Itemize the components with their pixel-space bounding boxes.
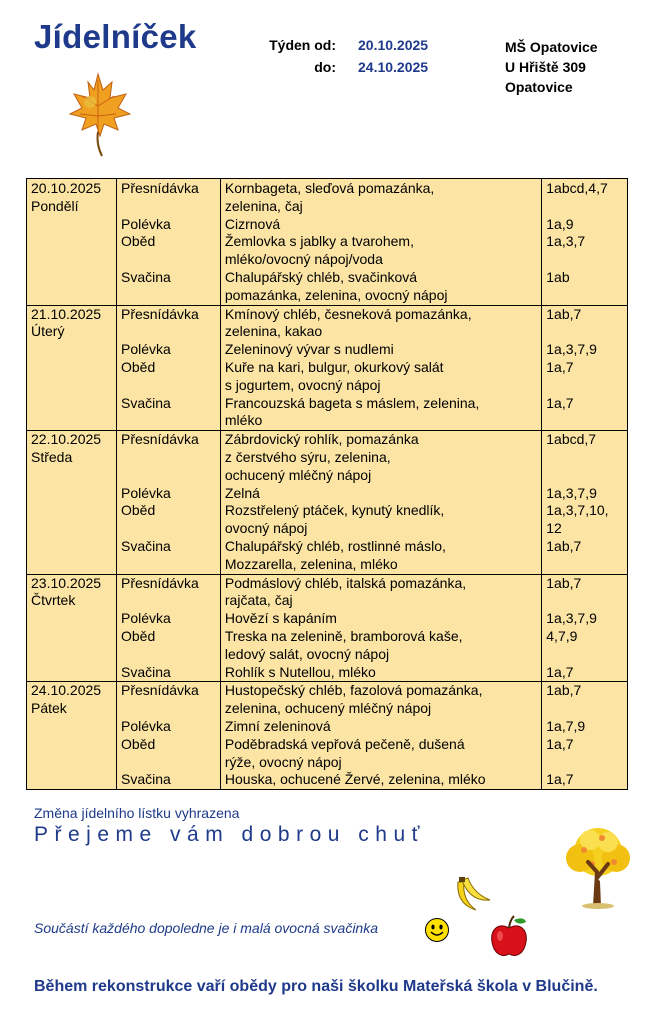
dish-line: Chalupářský chléb, rostlinné máslo, (224, 537, 446, 554)
meal-type: Oběd (116, 628, 220, 664)
day-weekday: Pondělí (31, 197, 79, 214)
dish-line: Houska, ochucené Žervé, zelenina, mléko (224, 771, 486, 788)
day-cell (27, 216, 117, 234)
dish-line: Kornbageta, sleďová pomazánka, (224, 180, 435, 196)
menu-row (27, 502, 628, 538)
meal-type: Polévka (116, 485, 220, 503)
menu-row (27, 538, 628, 574)
dish-line: mléko/ovocný nápoj/voda (224, 251, 383, 268)
week-to-date: 24.10.2025 (358, 59, 429, 75)
menu-row (27, 771, 628, 789)
allergens: 1a,7 (542, 395, 628, 431)
menu-row (27, 395, 628, 431)
school-address (505, 37, 598, 97)
dish-line: ledový salát, ovocný nápoj (224, 645, 390, 662)
dish-line: Žemlovka s jablky a tvarohem, (224, 233, 414, 250)
fruit-snack-note: Součástí každého dopoledne je i malá ovocná svačinka (34, 920, 378, 936)
menu-change-note: Změna jídelního lístku vyhrazena (34, 805, 240, 821)
dish-line: Francouzská bageta s máslem, zelenina, (224, 394, 480, 411)
day-date: 23.10.2025 (31, 574, 102, 591)
dish-line: s jogurtem, ovocný nápoj (224, 376, 381, 393)
menu-row (27, 485, 628, 503)
dish-cell (220, 485, 541, 503)
day-weekday: Úterý (31, 323, 65, 340)
dish-line: Zeleninový vývar s nudlemi (224, 341, 394, 358)
menu-row (27, 359, 628, 395)
dish-cell (220, 305, 541, 341)
allergens: 1a,3,7,9 (542, 610, 628, 628)
dish-line: Poděbradská vepřová pečeně, dušená (224, 735, 465, 752)
meal-type: Oběd (116, 736, 220, 772)
day-cell (27, 736, 117, 772)
dish-line: Hustopečský chléb, fazolová pomazánka, (224, 682, 483, 699)
day-cell (27, 395, 117, 431)
dish-line: Treska na zelenině, bramborová kaše, (224, 627, 463, 644)
week-to-label: do: (314, 59, 336, 75)
day-cell (27, 269, 117, 305)
dish-line: Rozstřelený ptáček, kynutý knedlík, (224, 502, 445, 519)
day-cell (27, 179, 117, 216)
meal-type: Přesnídávka (116, 682, 220, 718)
meal-type: Přesnídávka (116, 305, 220, 341)
day-weekday: Pátek (31, 700, 67, 717)
allergens: 1abcd,7 (542, 431, 628, 485)
dish-cell (220, 610, 541, 628)
meal-type: Svačina (116, 395, 220, 431)
menu-row (27, 664, 628, 682)
day-date: 20.10.2025 (31, 180, 102, 196)
maple-leaf-icon (62, 70, 134, 160)
day-weekday: Středa (31, 448, 73, 465)
day-cell (27, 233, 117, 269)
day-cell (27, 485, 117, 503)
day-date: 22.10.2025 (31, 431, 102, 448)
allergens: 1a,7 (542, 771, 628, 789)
dish-line: rýže, ovocný nápoj (224, 753, 342, 770)
day-cell (27, 538, 117, 574)
dish-line: z čerstvého sýru, zelenina, (224, 448, 391, 465)
meal-type: Svačina (116, 269, 220, 305)
dish-cell (220, 216, 541, 234)
dish-line: Hovězí s kapáním (224, 610, 337, 627)
dish-line: Rohlík s Nutellou, mléko (224, 663, 376, 680)
meal-type: Polévka (116, 216, 220, 234)
dish-cell (220, 431, 541, 485)
dish-cell (220, 574, 541, 610)
dish-line: Podmáslový chléb, italská pomazánka, (224, 574, 467, 591)
allergens: 1a,7 (542, 359, 628, 395)
dish-cell (220, 664, 541, 682)
day-cell (27, 664, 117, 682)
dish-line: zelenina, kakao (224, 323, 323, 340)
allergens: 1abcd,4,7 (542, 179, 628, 216)
menu-row (27, 431, 628, 485)
meal-type: Polévka (116, 341, 220, 359)
allergens: 1ab,7 (542, 538, 628, 574)
school-name: MŠ Opatovice (505, 39, 598, 55)
dish-line: Chalupářský chléb, svačinková (224, 268, 418, 285)
day-cell (27, 341, 117, 359)
dish-cell (220, 395, 541, 431)
day-cell (27, 359, 117, 395)
meal-type: Přesnídávka (116, 431, 220, 485)
allergens: 1ab,7 (542, 574, 628, 610)
menu-row (27, 574, 628, 610)
greeting: Přejeme vám dobrou chuť (34, 823, 426, 846)
dish-line: pomazánka, zelenina, ovocný nápoj (224, 286, 448, 303)
dish-line: Zábrdovický rohlík, pomazánka (224, 431, 419, 448)
day-cell (27, 718, 117, 736)
smiley-icon (424, 917, 450, 943)
meal-type: Svačina (116, 664, 220, 682)
dish-line: mléko (224, 412, 263, 429)
meal-type: Svačina (116, 538, 220, 574)
dish-cell (220, 233, 541, 269)
school-street: U Hřiště 309 (505, 59, 586, 75)
allergens: 1ab (542, 269, 628, 305)
menu-row (27, 718, 628, 736)
day-cell (27, 628, 117, 664)
meal-type: Polévka (116, 718, 220, 736)
dish-cell (220, 736, 541, 772)
dish-cell (220, 628, 541, 664)
week-from-date: 20.10.2025 (358, 37, 429, 53)
allergens: 1a,3,7 (542, 233, 628, 269)
apple-icon (488, 914, 530, 960)
menu-row (27, 628, 628, 664)
week-from-label: Týden od: (269, 37, 336, 53)
menu-row (27, 233, 628, 269)
allergens: 4,7,9 (542, 628, 628, 664)
day-cell (27, 610, 117, 628)
allergens: 1a,7 (542, 664, 628, 682)
page-title: Jídelníček (34, 18, 197, 55)
allergens: 1a,3,7,10, 12 (542, 502, 628, 538)
menu-table (26, 178, 628, 790)
day-date: 24.10.2025 (31, 682, 102, 699)
day-date: 21.10.2025 (31, 305, 102, 322)
dish-line: Mozzarella, zelenina, mléko (224, 555, 398, 572)
menu-body (27, 179, 628, 790)
allergens: 1a,9 (542, 216, 628, 234)
dish-cell (220, 341, 541, 359)
dish-line: ovocný nápoj (224, 520, 308, 537)
dish-cell (220, 682, 541, 718)
banana-icon (452, 874, 494, 914)
dish-cell (220, 502, 541, 538)
menu-row (27, 269, 628, 305)
menu-row (27, 341, 628, 359)
day-cell (27, 502, 117, 538)
school-city: Opatovice (505, 79, 573, 95)
day-cell (27, 574, 117, 610)
allergens: 1a,7,9 (542, 718, 628, 736)
day-cell (27, 305, 117, 341)
meal-type: Polévka (116, 610, 220, 628)
day-weekday: Čtvrtek (31, 592, 76, 609)
dish-cell (220, 538, 541, 574)
day-cell (27, 682, 117, 718)
meal-type: Oběd (116, 359, 220, 395)
autumn-tree-icon (562, 822, 634, 910)
meal-type: Oběd (116, 502, 220, 538)
dish-cell (220, 771, 541, 789)
dish-line: Cizrnová (224, 215, 281, 232)
menu-row (27, 610, 628, 628)
kitchen-note: Během rekonstrukce vaří obědy pro naši školku Mateřská škola v Blučině. (34, 978, 598, 995)
meal-type: Oběd (116, 233, 220, 269)
menu-row (27, 736, 628, 772)
meal-type: Přesnídávka (116, 574, 220, 610)
dish-line: zelenina, čaj (224, 197, 303, 214)
dish-cell (220, 269, 541, 305)
allergens: 1ab,7 (542, 305, 628, 341)
dish-line: Kmínový chléb, česneková pomazánka, (224, 305, 472, 322)
menu-row (27, 216, 628, 234)
dish-line: Zimní zeleninová (224, 717, 331, 734)
dish-line: rajčata, čaj (224, 592, 293, 609)
meal-type: Svačina (116, 771, 220, 789)
dish-cell (220, 359, 541, 395)
allergens: 1a,3,7,9 (542, 485, 628, 503)
day-cell (27, 771, 117, 789)
dish-line: zelenina, ochucený mléčný nápoj (224, 700, 432, 717)
dish-cell (220, 718, 541, 736)
day-cell (27, 431, 117, 485)
allergens: 1a,3,7,9 (542, 341, 628, 359)
menu-row (27, 682, 628, 718)
meal-type: Přesnídávka (116, 179, 220, 216)
menu-row (27, 305, 628, 341)
dish-line: ochucený mléčný nápoj (224, 466, 372, 483)
allergens: 1a,7 (542, 736, 628, 772)
dish-line: Kuře na kari, bulgur, okurkový salát (224, 358, 444, 375)
dish-line: Zelná (224, 484, 260, 501)
allergens: 1ab,7 (542, 682, 628, 718)
menu-row (27, 179, 628, 216)
dish-cell (220, 179, 541, 216)
